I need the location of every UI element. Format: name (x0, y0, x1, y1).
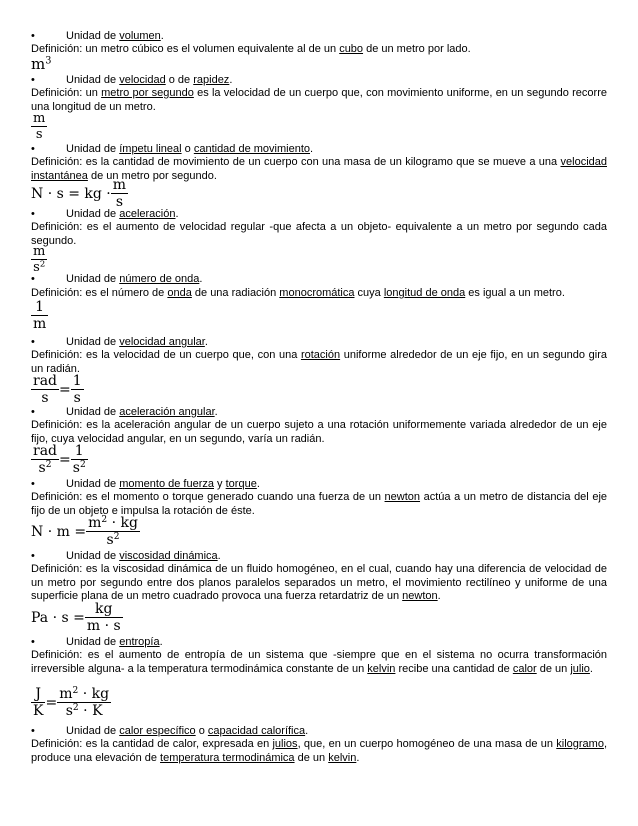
glossary-link[interactable]: julios (272, 738, 298, 750)
unit-formula: $\frac{J}{K}$ = $\frac{m^2 \cdot kg}{s^2 \cdot K}$ (33, 686, 110, 719)
unit-formula: $\frac{\text{rad}}{s^2}$ = $\frac{1}{s^2}$ (33, 443, 86, 476)
entry-definition (31, 221, 607, 248)
text-run: Definición: es el número de (31, 287, 168, 299)
text-run: de un metro por segundo. (87, 169, 217, 182)
glossary-link[interactable]: newton (384, 491, 421, 503)
text-run: Unidad de (66, 550, 120, 562)
glossary-link[interactable]: metro por segundo (101, 87, 194, 99)
text-run: o de (165, 74, 194, 86)
entry-definition (31, 491, 607, 518)
bullet-icon: • (31, 74, 35, 86)
bullet-icon: • (31, 30, 35, 42)
text-run: Definición: un metro cúbico es el volumen equivalente al de un (31, 43, 340, 55)
text-run: . (159, 636, 163, 648)
glossary-link[interactable]: rotación (300, 349, 341, 361)
glossary-link[interactable]: kilogramo (556, 738, 604, 750)
text-run: . (589, 662, 593, 675)
text-run: Definición: es la aceleración angular de un cuerpo sujeto a una rotación uniformemente variada alrededor de un eje fijo, cuya velocidad angular, en un segundo, varía un radián. (31, 419, 607, 445)
text-run: de un (536, 662, 571, 675)
glossary-link[interactable]: torque (225, 478, 257, 490)
glossary-link[interactable]: calor específico (119, 725, 196, 737)
glossary-link[interactable]: cantidad de movimiento (193, 143, 311, 155)
text-run: . (175, 208, 179, 220)
glossary-link[interactable]: ímpetu lineal (119, 143, 182, 155)
unit-formula: N · s = kg · $\frac{m}{s}$ (31, 177, 127, 210)
glossary-link[interactable]: volumen (119, 30, 161, 42)
unit-formula: $\frac{1}{m}$ (33, 299, 47, 332)
text-run: Definición: un (31, 87, 102, 99)
text-run: Unidad de (66, 636, 120, 648)
text-run: . (204, 336, 208, 348)
unit-formula: $m^3$ (31, 55, 52, 73)
bullet-icon: • (31, 273, 35, 285)
glossary-link[interactable]: longitud de onda (383, 287, 466, 299)
unit-formula: Pa · s = $\frac{kg}{m \cdot s}$ (31, 601, 121, 634)
text-run: Unidad de (66, 143, 120, 155)
text-run: y (214, 478, 226, 490)
entry-definition (31, 419, 607, 446)
entry-heading (66, 478, 260, 491)
glossary-link[interactable]: velocidad angular (119, 336, 205, 348)
entry-definition (31, 43, 607, 57)
text-run: Unidad de (66, 478, 120, 490)
text-run: Definición: es la cantidad de calor, expresada en (31, 738, 273, 750)
glossary-link[interactable]: número de onda (119, 273, 200, 285)
entry-heading (66, 143, 313, 156)
text-run: . (256, 478, 260, 490)
text-run: de un (294, 751, 329, 764)
glossary-link[interactable]: newton (402, 590, 438, 602)
glossary-link[interactable]: kelvin (367, 662, 396, 675)
text-run: Unidad de (66, 336, 120, 348)
bullet-icon: • (31, 478, 35, 490)
glossary-link[interactable]: temperatura termodinámica (160, 751, 295, 764)
entry-heading (66, 336, 208, 349)
entry-definition (31, 649, 607, 676)
text-run: Definición: es el aumento de velocidad regular -que afecta a un objeto- equivalente a un metro por segundo cada segundo. (31, 221, 607, 247)
text-run: Unidad de (66, 725, 120, 737)
glossary-link[interactable]: julio (570, 662, 590, 675)
entry-heading (66, 30, 164, 43)
text-run: es la velocidad de un cuerpo que, con movimiento uniforme, en un segundo recorre una longitud de un metro. (31, 87, 607, 113)
text-run: Definición: es la velocidad de un cuerpo que, con una (31, 349, 301, 361)
entry-definition (31, 87, 607, 114)
text-run: Definición: es la viscosidad dinámica de un fluido homogéneo, en el cual, cuando hay una diferencia de velocidad de un metro por segundo entre dos planos paralelos separados un metro, el movimiento rectilíneo y uniforme de una superficie plana de un metro cuadrado provoca una fuerza retardatriz de un (31, 563, 607, 602)
text-run: . (229, 74, 233, 86)
entry-heading (66, 636, 163, 649)
glossary-link[interactable]: cubo (339, 43, 364, 55)
text-run: . (310, 143, 314, 155)
text-run: Definición: es el aumento de entropía de un sistema que -siempre que en el sistema no ocurra transformación irreversible alguna- a la temperatura termodinámica constante de un (31, 649, 607, 675)
glossary-link[interactable]: velocidad instantánea (31, 156, 607, 182)
text-run: . (437, 590, 441, 602)
text-run: Unidad de (66, 30, 120, 42)
text-run: , que, en un cuerpo homogéneo de una masa de un (297, 738, 557, 750)
text-run: o (195, 725, 208, 737)
text-run: . (199, 273, 203, 285)
unit-formula: N · m = $\frac{m^2 \cdot kg}{s^2}$ (31, 515, 138, 548)
glossary-link[interactable]: aceleración angular (119, 406, 215, 418)
text-run: Unidad de (66, 208, 120, 220)
entry-definition (31, 349, 607, 376)
entry-heading (66, 725, 308, 738)
text-run: Unidad de (66, 74, 120, 86)
text-run: Unidad de (66, 273, 120, 285)
text-run: , produce una elevación de (31, 738, 607, 764)
entry-heading (66, 208, 179, 221)
bullet-icon: • (31, 725, 35, 737)
text-run: uniforme alrededor de un eje fijo, en un segundo gira un radián. (31, 349, 607, 375)
bullet-icon: • (31, 336, 35, 348)
text-run: recibe una cantidad de (395, 662, 513, 675)
unit-formula: $\frac{m}{s}$ (33, 111, 46, 142)
entry-heading (66, 406, 218, 419)
bullet-icon: • (31, 636, 35, 648)
unit-formula: $\frac{\text{rad}}{s}$ = $\frac{1}{s}$ (33, 373, 82, 406)
unit-formula: $\frac{m}{s^2}$ (33, 244, 46, 275)
text-run: es igual a un metro. (465, 287, 565, 299)
text-run: actúa a un metro de distancia del eje fijo de un objeto e impulsa la rotación de éste. (31, 491, 607, 517)
text-run: . (356, 751, 360, 764)
entry-definition (31, 563, 607, 604)
glossary-link[interactable]: kelvin (328, 751, 357, 764)
bullet-icon: • (31, 143, 35, 155)
glossary-link[interactable]: momento de fuerza (119, 478, 214, 490)
glossary-link[interactable]: capacidad calorífica (207, 725, 306, 737)
text-run: Unidad de (66, 406, 120, 418)
bullet-icon: • (31, 550, 35, 562)
entry-definition (31, 738, 607, 765)
glossary-link[interactable]: entropía (119, 636, 160, 648)
text-run: . (305, 725, 309, 737)
text-run: de una radiación (191, 287, 280, 299)
text-run: o (181, 143, 194, 155)
entry-heading (66, 550, 221, 563)
text-run: . (160, 30, 164, 42)
entry-definition (31, 287, 607, 301)
text-run: cuya (354, 287, 384, 299)
glossary-link[interactable]: monocromática (279, 287, 355, 299)
entry-heading (66, 273, 202, 286)
glossary-link[interactable]: velocidad (119, 74, 166, 86)
text-run: Definición: es el momento o torque generado cuando una fuerza de un (31, 491, 385, 503)
glossary-link[interactable]: calor (512, 662, 537, 675)
glossary-link[interactable]: aceleración (119, 208, 176, 220)
glossary-link[interactable]: viscosidad dinámica (119, 550, 218, 562)
text-run: Definición: es la cantidad de movimiento de un cuerpo con una masa de un kilogramo que se mueve a una (31, 156, 561, 168)
glossary-link[interactable]: rapidez (193, 74, 230, 86)
text-run: . (217, 550, 221, 562)
text-run: . (214, 406, 218, 418)
glossary-link[interactable]: onda (167, 287, 192, 299)
entry-heading (66, 74, 232, 87)
text-run: de un metro por lado. (363, 43, 471, 55)
bullet-icon: • (31, 406, 35, 418)
bullet-icon: • (31, 208, 35, 220)
